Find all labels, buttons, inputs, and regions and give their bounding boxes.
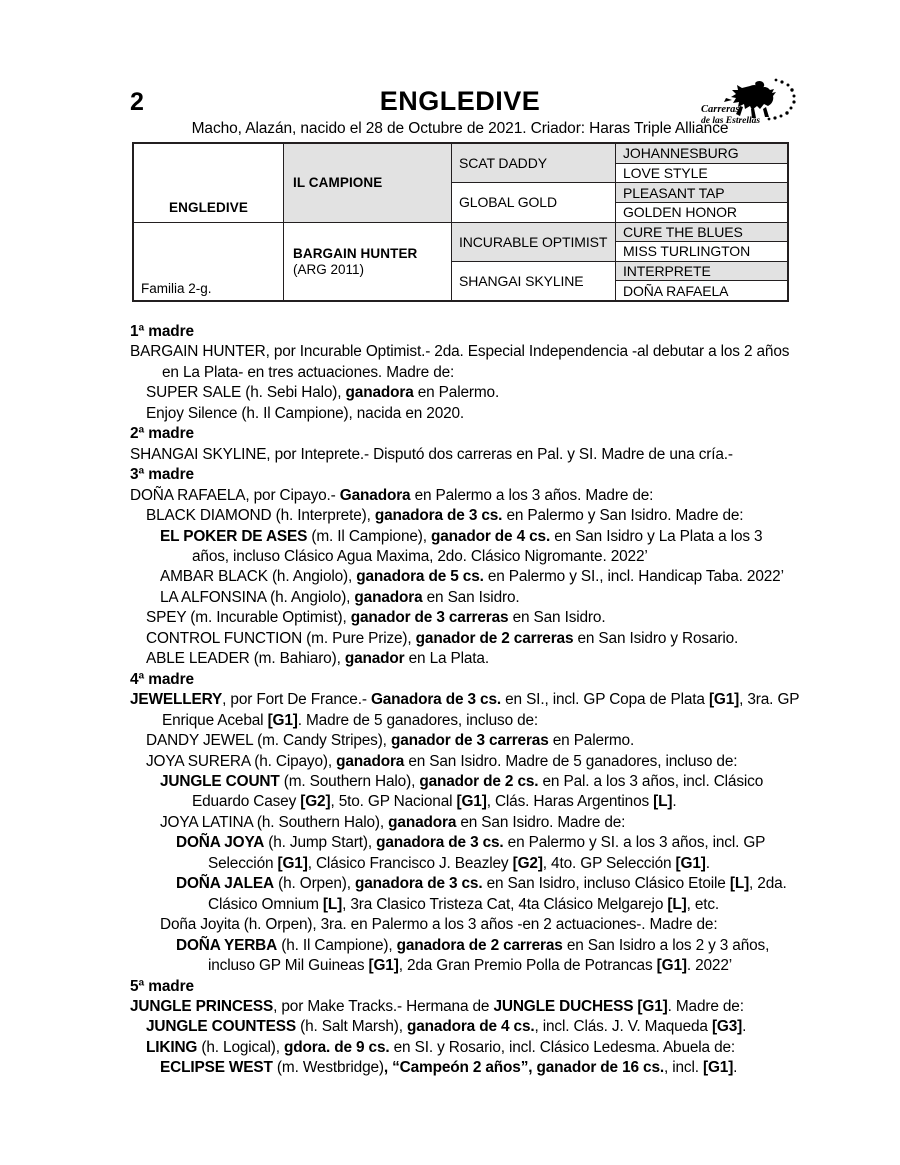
pedigree-entry: EL POKER DE ASES (m. Il Campione), ganador de 4 cs. en San Isidro y La Plata a los 3 años, incluso Clásico Agua Maxima, 2do. Clásico Nigromante. 2022’: [160, 527, 763, 565]
pedigree-sire-cell: [284, 144, 451, 223]
generation-heading: 4ª madre: [130, 670, 194, 688]
generation-heading: 5ª madre: [130, 977, 194, 995]
pedigree-entry: DOÑA RAFAELA, por Cipayo.- Ganadora en Palermo a los 3 años. Madre de:: [130, 486, 654, 504]
pedigree-entry: Enjoy Silence (h. Il Campione), nacida en 2020.: [146, 404, 465, 422]
pedigree-dam-cell: [284, 223, 451, 301]
pedigree-entry: SUPER SALE (h. Sebi Halo), ganadora en Palermo.: [146, 384, 500, 402]
pedigree-subject-cell: [134, 144, 284, 300]
pedigree-entry: LA ALFONSINA (h. Angiolo), ganadora en San Isidro.: [160, 588, 520, 606]
pedigree-entry: ECLIPSE WEST (m. Westbridge), “Campeón 2 años”, ganador de 16 cs., incl. [G1].: [160, 1059, 738, 1077]
pedigree-g3-cell: SCAT DADDY: [452, 144, 615, 183]
pedigree-entry: JOYA SURERA (h. Cipayo), ganadora en San Isidro. Madre de 5 ganadores, incluso de:: [146, 752, 738, 770]
pedigree-g4-cell: DOÑA RAFAELA: [623, 282, 729, 299]
pedigree-dam-name: BARGAIN HUNTER: [293, 245, 418, 261]
pedigree-g4-cell: MISS TURLINGTON: [616, 242, 787, 262]
generation-heading: 2ª madre: [130, 425, 194, 443]
horse-subtitle: Macho, Alazán, nacido el 28 de Octubre de 2021. Criador: Haras Triple Alliance: [191, 120, 729, 137]
pedigree-entry: BLACK DIAMOND (h. Interprete), ganadora de 3 cs. en Palermo y San Isidro. Madre de:: [146, 507, 744, 525]
pedigree-entry: BARGAIN HUNTER, por Incurable Optimist.- 2da. Especial Independencia -al debutar a los 2 años en La Plata- en tres actuaciones. Madre de:: [130, 343, 790, 381]
pedigree-great-grandparents-column: [616, 144, 787, 300]
pedigree-subject-divider: [134, 222, 283, 223]
logo-text-line1: Carreras: [701, 104, 740, 115]
pedigree-entry: DOÑA YERBA (h. Il Campione), ganadora de 2 carreras en San Isidro a los 2 y 3 años, incluso GP Mil Guineas [G1], 2da Gran Premio Polla de Potrancas [G1]. 2022’: [176, 936, 770, 975]
generation-heading: 3ª madre: [130, 466, 194, 484]
pedigree-sire-name: IL CAMPIONE: [293, 175, 383, 191]
pedigree-entry: DOÑA JOYA (h. Jump Start), ganadora de 3 cs. en Palermo y SI. a los 3 años, incl. GP Selección [G1], Clásico Francisco J. Beazley [G2], 4to. GP Selección [G1].: [176, 834, 766, 872]
pedigree-family-note: Familia 2-g.: [141, 281, 212, 296]
pedigree-entry: Doña Joyita (h. Orpen), 3ra. en Palermo a los 3 años -en 2 actuaciones-. Madre de:: [160, 916, 718, 934]
pedigree-narrative: [130, 322, 802, 1079]
pedigree-entry: JUNGLE PRINCESS, por Make Tracks.- Hermana de JUNGLE DUCHESS [G1]. Madre de:: [130, 997, 744, 1015]
pedigree-g4-cell: LOVE STYLE: [616, 164, 787, 184]
pedigree-entry: DOÑA JALEA (h. Orpen), ganadora de 3 cs. en San Isidro, incluso Clásico Etoile [L], 2da. Clásico Omnium [L], 3ra Clasico Tristeza Cat, 4ta Clásico Melgarejo [L], etc.: [176, 875, 787, 913]
pedigree-subject-name: ENGLEDIVE: [169, 200, 248, 215]
pedigree-g4-cell: GOLDEN HONOR: [616, 203, 787, 223]
pedigree-entry: ABLE LEADER (m. Bahiaro), ganador en La Plata.: [146, 650, 489, 668]
page-title: ENGLEDIVE: [379, 86, 541, 116]
pedigree-entry: JUNGLE COUNT (m. Southern Halo), ganador de 2 cs. en Pal. a los 3 años, incl. Clásico Eduardo Casey [G2], 5to. GP Nacional [G1], Clás. Haras Argentinos [L].: [160, 772, 764, 811]
pedigree-g3-cell: INCURABLE OPTIMIST: [452, 223, 615, 262]
pedigree-grandparents-column: [452, 144, 616, 300]
page-header: [130, 84, 790, 146]
pedigree-entry: JOYA LATINA (h. Southern Halo), ganadora en San Isidro. Madre de:: [160, 813, 626, 831]
pedigree-entry: SPEY (m. Incurable Optimist), ganador de 3 carreras en San Isidro.: [146, 609, 606, 627]
logo-text-line2: de las Estrellas: [701, 116, 761, 126]
pedigree-entry: DANDY JEWEL (m. Candy Stripes), ganador de 3 carreras en Palermo.: [146, 732, 635, 750]
pedigree-entry: JEWELLERY, por Fort De France.- Ganadora de 3 cs. en SI., incl. GP Copa de Plata [G1], 3ra. GP Enrique Acebal [G1]. Madre de 5 ganadores, incluso de:: [130, 691, 800, 729]
pedigree-g3-cell: GLOBAL GOLD: [452, 183, 615, 222]
generation-heading: 1ª madre: [130, 323, 194, 340]
pedigree-table: [132, 142, 789, 302]
pedigree-entry: LIKING (h. Logical), gdora. de 9 cs. en SI. y Rosario, incl. Clásico Ledesma. Abuela de:: [146, 1038, 736, 1056]
pedigree-entry: CONTROL FUNCTION (m. Pure Prize), ganador de 2 carreras en San Isidro y Rosario.: [146, 629, 739, 647]
pedigree-entry: JUNGLE COUNTESS (h. Salt Marsh), ganadora de 4 cs., incl. Clás. J. V. Maqueda [G3].: [146, 1018, 747, 1036]
carreras-de-las-estrellas-logo: [694, 76, 798, 132]
pedigree-g3-cell: SHANGAI SKYLINE: [459, 272, 584, 289]
pedigree-g4-cell: JOHANNESBURG: [616, 144, 787, 164]
pedigree-g4-cell: CURE THE BLUES: [616, 223, 787, 243]
pedigree-entry: SHANGAI SKYLINE, por Inteprete.- Disputó dos carreras en Pal. y SI. Madre de una cría.-: [130, 445, 733, 463]
catalog-number: 2: [130, 88, 144, 116]
pedigree-parents-column: [284, 144, 452, 300]
pedigree-g4-cell: PLEASANT TAP: [616, 183, 787, 203]
pedigree-entry: AMBAR BLACK (h. Angiolo), ganadora de 5 cs. en Palermo y SI., incl. Handicap Taba. 2022’: [160, 568, 784, 586]
pedigree-dam-origin: (ARG 2011): [293, 261, 365, 277]
pedigree-g4-cell: INTERPRETE: [616, 262, 787, 282]
